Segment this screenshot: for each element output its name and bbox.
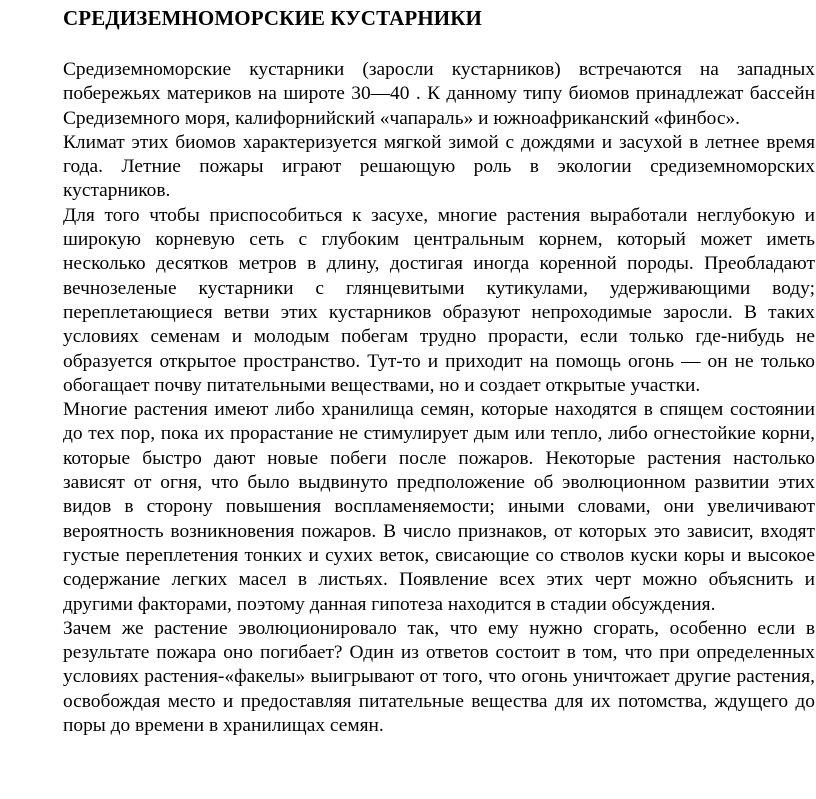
document-title: СРЕДИЗЕМНОМОРСКИЕ КУСТАРНИКИ: [63, 6, 482, 30]
paragraph-fire-adaptations: Многие растения имеют либо хранилища семян, которые находятся в спящем состоянии до тех пор, пока их прорастание не стимулирует дым или тепло, либо огнестойкие корни, которые быстро дают новые побеги после пожаров. Некоторые растения настолько зависят от огня, что было выдвинуто предположение об эволюционном развитии этих видов в сторону повышения воспламеняемости; иными словами, они увеличивают вероятность возникновения пожаров. В число признаков, от которых это зависит, входят густые переплетения тонких и сухих веток, свисающие со стволов куски коры и высокое содержание легких масел в листьях. Появление всех этих черт можно объяснить и другими факторами, поэтому данная гипотеза находится в стадии обсуждения.: [63, 399, 815, 615]
paragraph-roots-and-fire: Для того чтобы приспособиться к засухе, многие растения выработали неглубокую и широкую корневую сеть с глубоким центральным корнем, который может иметь несколько десятков метров в длину, достигая иногда коренной породы. Преобладают вечнозеленые кустарники с глянцевитыми кутикулами, удерживающими воду; переплетающиеся ветви этих кустарников образуют непроходимые заросли. В таких условиях семенам и молодым побегам трудно прорасти, если только где-нибудь не образуется открытое пространство. Тут-то и приходит на помощь огонь — он не только обогащает почву питательными веществами, но и создает открытые участки.: [63, 204, 815, 396]
document-page: [63, 6, 815, 738]
paragraph-evolution-question: Зачем же растение эволюционировало так, что ему нужно сгорать, особенно если в результате пожара оно погибает? Один из ответов состоит в том, что при определенных условиях растения-«факелы» выигрывают от того, что огонь уничтожает другие растения, освобождая место и предоставляя питательные вещества для их потомства, ждущего до поры до времени в хранилищах семян.: [63, 617, 815, 737]
paragraph-distribution: Средиземноморские кустарники (заросли кустарников) встречаются на западных побережьях материков на широте 30—40 . К данному типу биомов принадлежат бассейн Средиземного моря, калифорнийский «чапараль» и южноафриканский «финбос».: [63, 59, 815, 129]
paragraph-climate: Климат этих биомов характеризуется мягкой зимой с дождями и засухой в летнее время года. Летние пожары играют решающую роль в экологии средиземноморских кустарников.: [63, 131, 815, 202]
document-body: [63, 58, 815, 738]
